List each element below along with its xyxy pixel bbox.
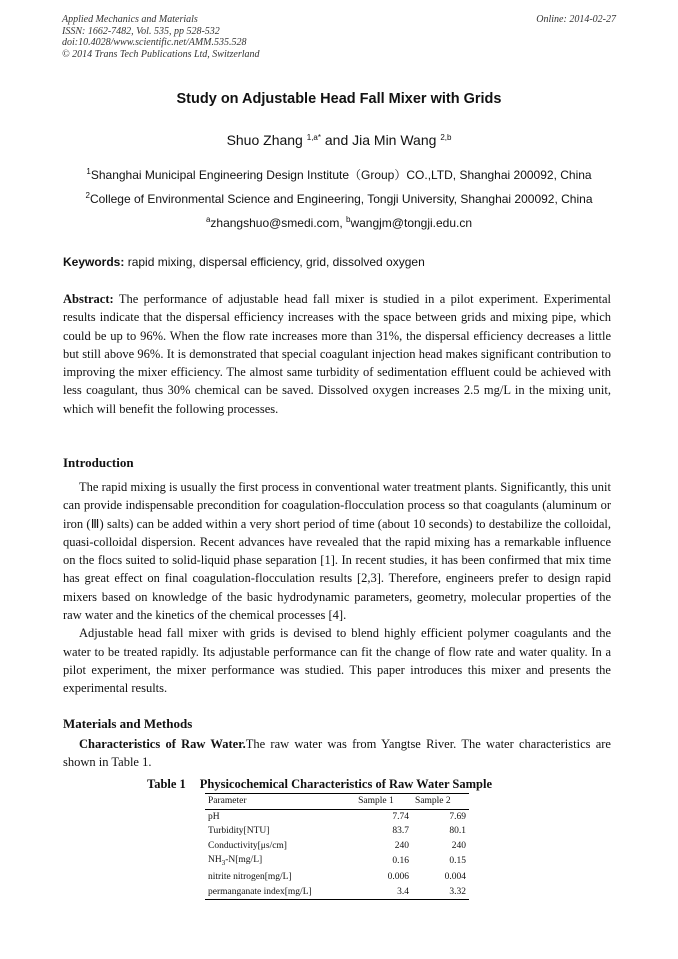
table-row (205, 839, 469, 854)
cell-sample-2: 3.32 (449, 886, 466, 897)
table-1-title: Physicochemical Characteristics of Raw Water Sample (199, 777, 492, 791)
cell-sample-1: 3.4 (397, 886, 410, 897)
author-conjunction: and (324, 132, 349, 148)
table-header-row (205, 794, 469, 810)
cell-parameter: Turbidity[NTU] (208, 826, 270, 836)
methods-heading: Materials and Methods (63, 716, 193, 731)
nh3-prefix: NH (208, 855, 222, 865)
methods-body (63, 735, 611, 772)
author-2-sup: 2,b (440, 133, 452, 142)
affiliation-2 (0, 192, 678, 206)
keywords-label: Keywords: (63, 255, 125, 269)
table-row (205, 824, 469, 839)
cell-sample-2: 240 (451, 840, 466, 851)
keywords-text: rapid mixing, dispersal efficiency, grid, dissolved oxygen (127, 255, 425, 269)
author-1-sup: 1,a* (306, 133, 321, 142)
affiliation-1-text: Shanghai Municipal Engineering Design Institute（Group）CO.,LTD, Shanghai 200092, China (90, 168, 592, 182)
nh3-suffix: -N[mg/L] (225, 855, 263, 865)
cell-sample-2: 80.1 (449, 826, 466, 836)
table-row (205, 853, 469, 870)
email-b-sup: b (346, 215, 351, 224)
online-date: Online: 2014-02-27 (536, 14, 616, 25)
raw-water-text: The raw water was from Yangtse River. The water characteristics are shown in Table 1. (63, 737, 611, 770)
nh3-subscript: 3 (221, 858, 226, 867)
cell-parameter: pH (208, 811, 220, 822)
doi-line: doi:10.4028/www.scientific.net/AMM.535.528 (62, 37, 247, 48)
table-row (205, 870, 469, 885)
intro-paragraph-2: Adjustable head fall mixer with grids is devised to blend highly efficient polymer coagulants and the water to be treated rapidly. Its adjustable performance can fit the change of flow rate and water quality. In a pilot experiment, the mixer performance was studied. This paper introduces this mixer and presents the experimental results. (63, 626, 611, 696)
paper-title: Study on Adjustable Head Fall Mixer with Grids (176, 91, 502, 107)
table-1-caption (147, 777, 492, 792)
cell-parameter: nitrite nitrogen[mg/L] (208, 872, 292, 883)
affiliation-1-sup: 1 (86, 167, 91, 176)
raw-water-subheading: Characteristics of Raw Water. (79, 737, 246, 751)
table-row (205, 885, 469, 900)
author-2-name: Jia Min Wang (352, 132, 437, 148)
copyright-line: © 2014 Trans Tech Publications Ltd, Switzerland (62, 48, 260, 60)
abstract (63, 290, 611, 418)
author-line (0, 132, 678, 148)
cell-sample-1: 83.7 (392, 826, 410, 836)
journal-name: Applied Mechanics and Materials (62, 14, 198, 25)
email-a-sup: a (205, 215, 211, 224)
cell-parameter (205, 853, 355, 870)
col-sample-1: Sample 1 (358, 796, 394, 806)
cell-sample-1: 240 (394, 840, 410, 851)
cell-sample-1: 7.74 (392, 811, 410, 822)
journal-header (62, 14, 616, 60)
email-b: wangjm@tongji.edu.cn (350, 216, 473, 230)
abstract-text: The performance of adjustable head fall mixer is studied in a pilot experiment. Experimental results indicate that the dispersal efficiency increases with the space between grids and mixing pipe, which could be up to 96%. When the flow rate increases more than 31%, the dispersal efficiency decreases a little but still above 96%. It is demonstrated that special coagulant injection head makes significant contribution to improving the mixer efficiency. The almost same turbidity of sedimentation effluent could be achieved with less coagulant, thus 30% chemical can be saved. Dissolved oxygen increases 2.5 mg/L in the mixing unit, which will benefit the following processes. (63, 292, 611, 416)
cell-sample-2: 0.004 (444, 872, 466, 883)
introduction-heading: Introduction (63, 455, 134, 470)
affiliation-1 (0, 166, 678, 183)
keywords (63, 255, 623, 269)
table-1-number: Table 1 (147, 777, 186, 791)
issn-line: ISSN: 1662-7482, Vol. 535, pp 528-532 (62, 25, 220, 37)
introduction-body (63, 478, 611, 698)
author-1-name: Shuo Zhang (226, 132, 303, 148)
cell-sample-2: 7.69 (449, 811, 466, 822)
email-a: zhangshuo@smedi.com, (210, 216, 343, 230)
affiliation-2-sup: 2 (85, 191, 90, 200)
cell-sample-1: 0.006 (387, 872, 410, 883)
intro-paragraph-1: The rapid mixing is usually the first process in conventional water treatment plants. Significantly, this unit can provide indispensable precondition for coagulation-flocculation process so that coagulants (aluminum or iron (Ⅲ) salts) can be added within a very short period of time (about 10 seconds) to destabilize the colloidal, quasi-colloidal dispersion. Recent advances have revealed that the rapid mixing has a remarkable influence on the flocs suited to solid-liquid phase separation [1]. In recent studies, it has been confirmed that mix time has great effect on final coagulation-flocculation results [2,3]. Therefore, engineers prefer to design rapid mixers based on knowledge of the basic hydrodynamic parameters, geometry, molecular properties of the raw water and the kinetics of the chemical processes [4]. (63, 480, 611, 623)
table-row (205, 809, 469, 824)
affiliation-2-text: College of Environmental Science and Engineering, Tongji University, Shanghai 200092, China (89, 192, 593, 206)
col-sample-2: Sample 2 (415, 796, 451, 806)
table-1 (205, 793, 469, 900)
cell-sample-1: 0.16 (392, 856, 410, 867)
cell-parameter: Conductivity[μs/cm] (208, 840, 287, 851)
email-line (0, 216, 678, 230)
cell-sample-2: 0.15 (449, 856, 466, 867)
abstract-label: Abstract: (63, 292, 114, 306)
cell-parameter: permanganate index[mg/L] (208, 886, 312, 897)
col-parameter: Parameter (208, 796, 247, 806)
